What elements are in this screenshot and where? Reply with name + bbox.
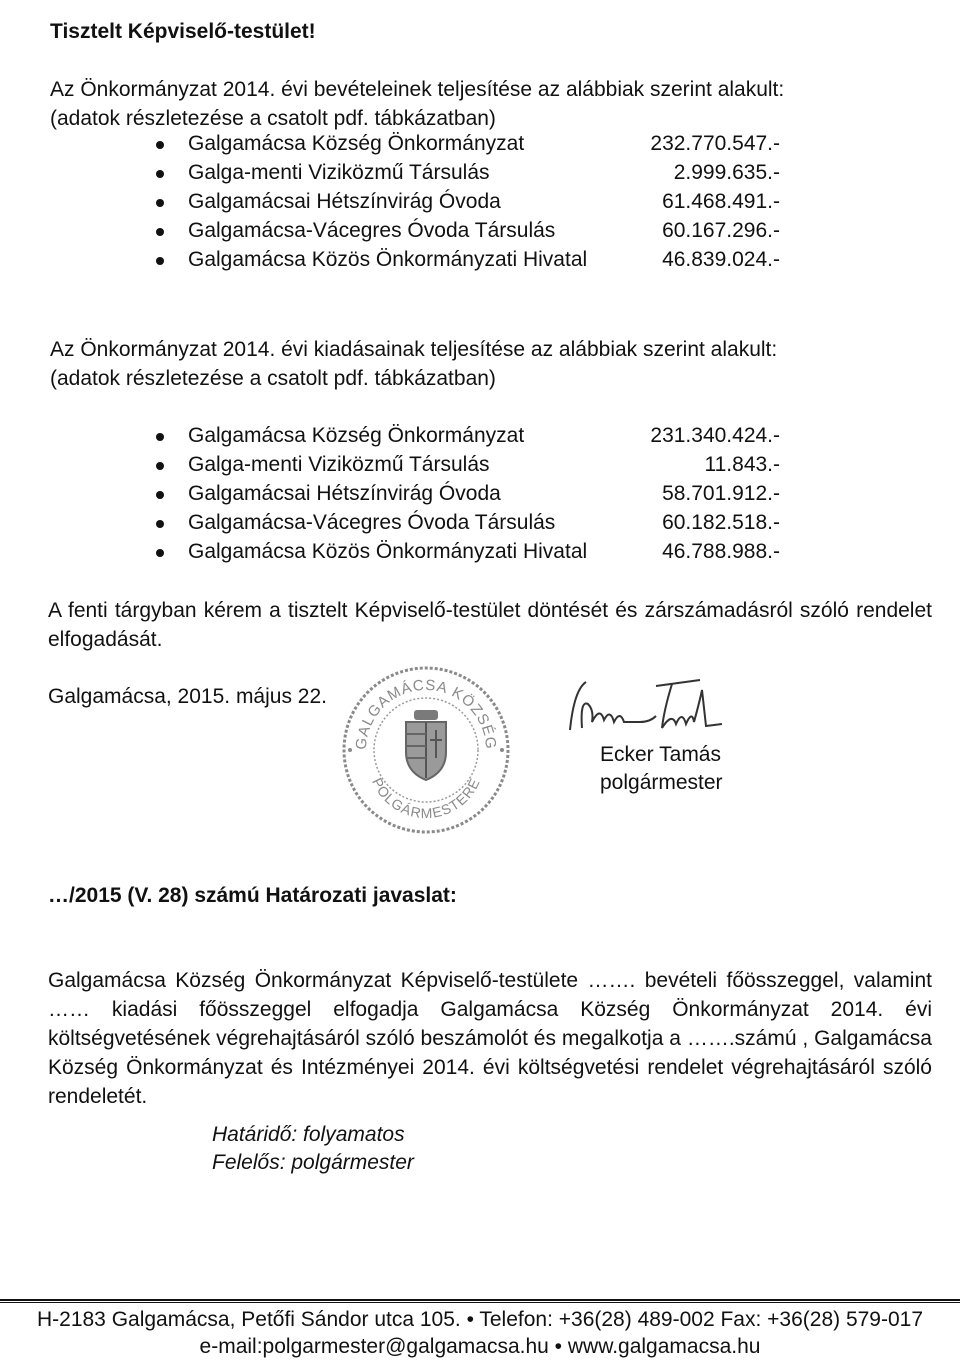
bullet-icon (156, 170, 164, 178)
income-item-amount: 61.468.491.- (662, 190, 780, 213)
svg-text:POLGÁRMESTERE (369, 775, 483, 821)
footer-divider (0, 1299, 960, 1301)
income-item-label: Galgamácsai Hétszínvirág Óvoda (188, 190, 501, 213)
footer-divider-thin (0, 1302, 960, 1303)
expense-item (0, 509, 960, 538)
handwritten-signature (560, 670, 730, 740)
income-item (0, 217, 960, 246)
stamp-bottom-text: POLGÁRMESTERE (368, 775, 484, 822)
coat-of-arms-icon (406, 710, 446, 780)
bullet-icon (156, 520, 164, 528)
expense-item-amount: 60.182.518.- (662, 511, 780, 534)
place-date: Galgamácsa, 2015. május 22. (48, 685, 327, 708)
stamp-top-text: GALGAMÁCSA KÖZSÉG (352, 676, 500, 751)
request-paragraph: A fenti tárgyban kérem a tisztelt Képviselő-testület döntését és zárszámadásról szóló rendelet elfogadását. (48, 599, 932, 651)
bullet-icon (156, 433, 164, 441)
expense-item-label: Galgamácsa-Vácegres Óvoda Társulás (188, 511, 556, 534)
resolution-paragraph: Galgamácsa Község Önkormányzat Képviselő-testülete ……. bevételi főösszeggel, valamint …… kiadási főösszeggel elfogadja Galgamácsa Község Önkormányzat 2014. évi költségvetésének végrehajtásáról szóló beszámolót és megalkotja a …….számú , Galgamácsa Község Önkormányzat és Intézményei 2014. évi költségvetési rendelet végrehajtásáról szóló rendeletét. (48, 969, 932, 1108)
expense-item-amount: 231.340.424.- (650, 424, 780, 447)
expense-item-amount: 46.788.988.- (662, 540, 780, 563)
bullet-icon (156, 228, 164, 236)
bullet-icon (156, 462, 164, 470)
expense-item-amount: 11.843.- (704, 453, 780, 476)
bullet-icon (156, 491, 164, 499)
expense-item (0, 451, 960, 480)
footer-address: H-2183 Galgamácsa, Petőfi Sándor utca 105. • Telefon: +36(28) 489-002 Fax: +36(28) 579-017 (36, 1308, 924, 1331)
income-item-label: Galga-menti Viziközmű Társulás (188, 161, 490, 184)
expense-intro-line2: (adatok részletezése a csatolt pdf. tábkázatban) (50, 367, 496, 390)
income-item-label: Galgamácsa Község Önkormányzat (188, 132, 525, 155)
bullet-icon (156, 141, 164, 149)
income-item (0, 246, 960, 275)
expense-item-amount: 58.701.912.- (662, 482, 780, 505)
expense-item-label: Galgamácsa Közös Önkormányzati Hivatal (188, 540, 588, 563)
income-intro-line2: (adatok részletezése a csatolt pdf. tábkázatban) (50, 107, 496, 130)
bullet-icon (156, 199, 164, 207)
income-intro-line1: Az Önkormányzat 2014. évi bevételeinek teljesítése az alábbiak szerint alakult: (50, 78, 785, 101)
income-item-amount: 46.839.024.- (662, 248, 780, 271)
expense-item (0, 422, 960, 451)
income-item-amount: 60.167.296.- (662, 219, 780, 242)
bullet-icon (156, 257, 164, 265)
signer-title: polgármester (600, 771, 723, 794)
income-item-amount: 232.770.547.- (650, 132, 780, 155)
income-item (0, 159, 960, 188)
income-item (0, 130, 960, 159)
income-item-amount: 2.999.635.- (673, 161, 780, 184)
expense-item (0, 538, 960, 567)
footer-contact: e-mail:polgarmester@galgamacsa.hu • www.galgamacsa.hu (199, 1335, 761, 1358)
income-item-label: Galgamácsa-Vácegres Óvoda Társulás (188, 219, 556, 242)
bullet-icon (156, 549, 164, 557)
responsible: Felelős: polgármester (212, 1151, 414, 1174)
expense-item-label: Galgamácsa Község Önkormányzat (188, 424, 525, 447)
expense-item-label: Galga-menti Viziközmű Társulás (188, 453, 490, 476)
resolution-heading: …/2015 (V. 28) számú Határozati javaslat: (48, 884, 457, 907)
salutation: Tisztelt Képviselő-testület! (50, 20, 316, 43)
official-stamp (336, 660, 516, 840)
signer-name: Ecker Tamás (600, 743, 721, 766)
deadline: Határidő: folyamatos (212, 1123, 405, 1146)
expense-item-label: Galgamácsai Hétszínvirág Óvoda (188, 482, 501, 505)
expense-intro-line1: Az Önkormányzat 2014. évi kiadásainak teljesítése az alábbiak szerint alakult: (50, 338, 778, 361)
income-item (0, 188, 960, 217)
income-item-label: Galgamácsa Közös Önkormányzati Hivatal (188, 248, 588, 271)
expense-item (0, 480, 960, 509)
